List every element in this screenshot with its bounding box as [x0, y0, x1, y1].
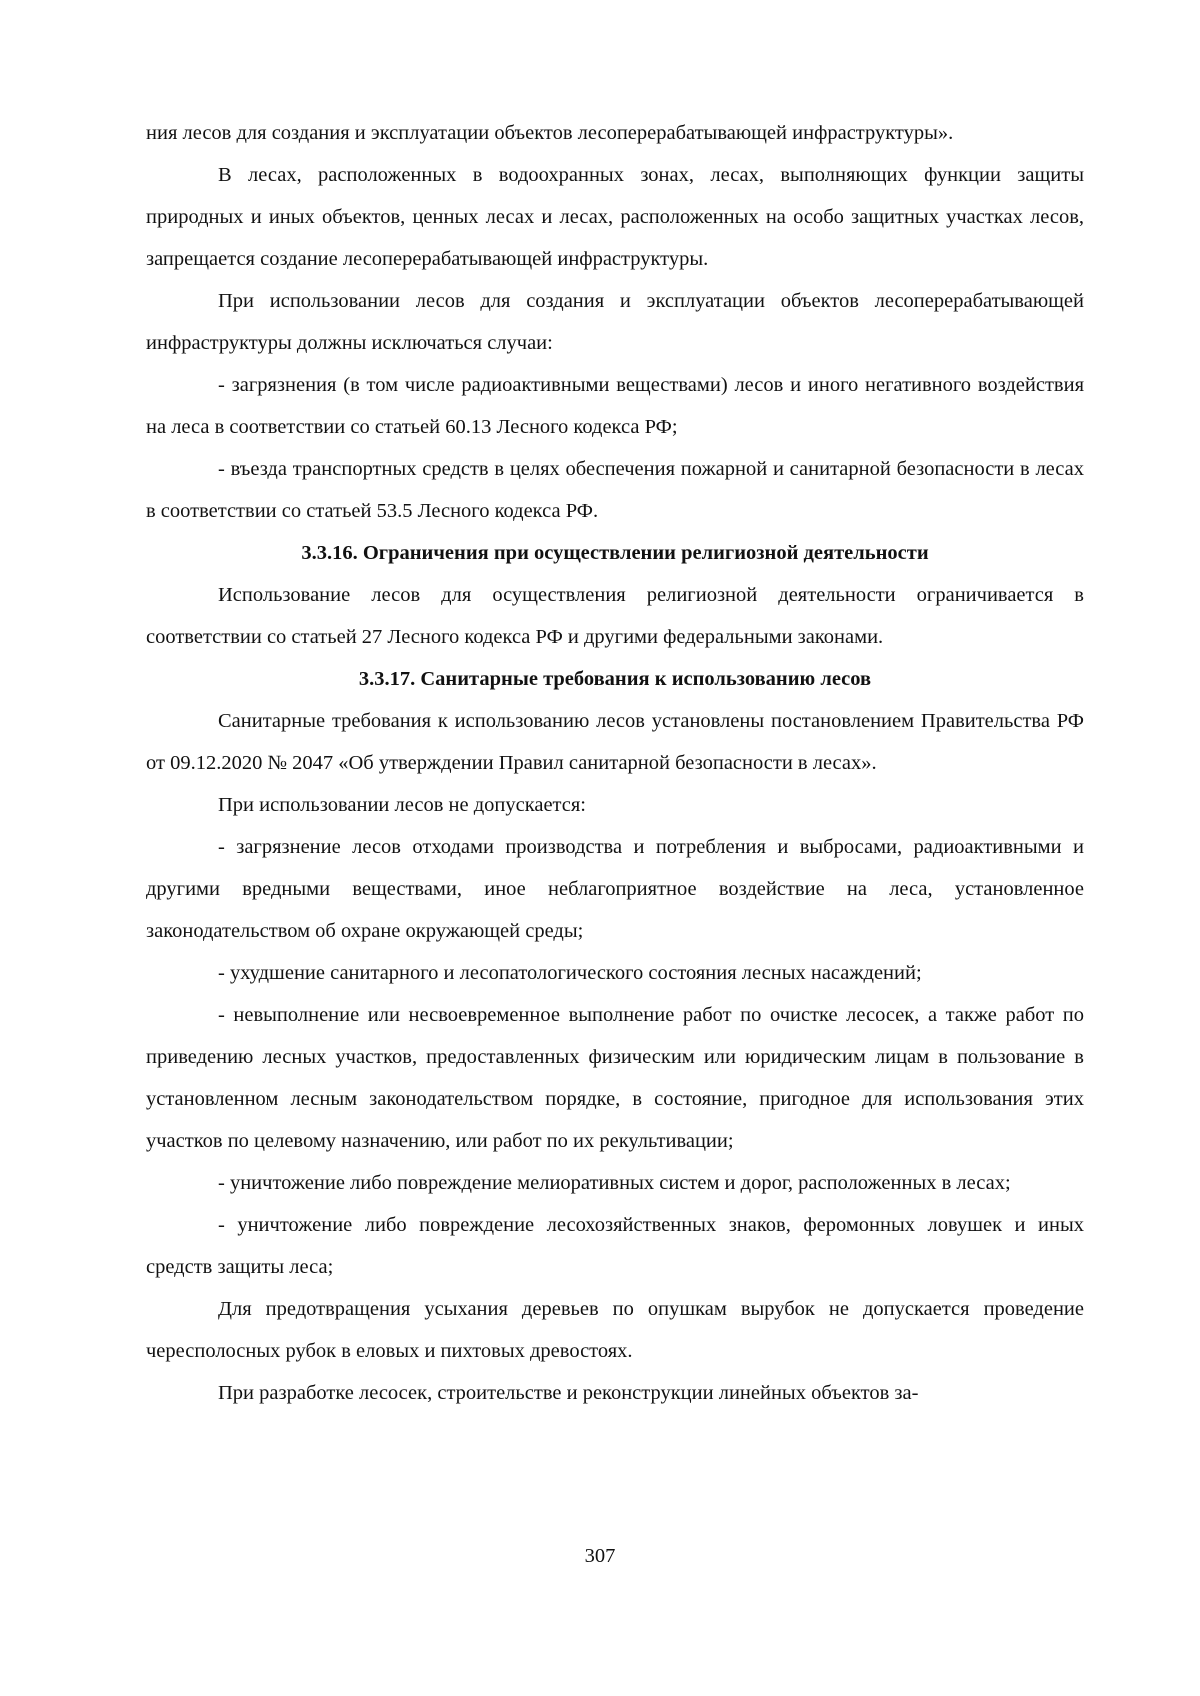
list-item-pollution: - загрязнения (в том числе радиоактивными веществами) лесов и иного негативного воздействия на леса в соответствии со статьей 60.13 Лесного кодекса РФ; — [146, 374, 1084, 438]
list-item-vehicle-entry: - въезда транспортных средств в целях обеспечения пожарной и санитарной безопасности в лесах в соответствии со статьей 53.5 Лесного кодекса РФ. — [146, 458, 1084, 522]
list-item-cleanup-failure: - невыполнение или несвоевременное выполнение работ по очистке лесосек, а также работ по приведению лесных участков, предоставленных физическим или юридическим лицам в пользование в установленном лесным законодательством порядке, в состояние, пригодное для использования этих участков по целевому назначению, или работ по их рекультивации; — [146, 1004, 1084, 1152]
paragraph-religious-activity: Использование лесов для осуществления религиозной деятельности ограничивается в соответствии со статьей 27 Лесного кодекса РФ и другими федеральными законами. — [146, 584, 1084, 648]
paragraph-continuation: ния лесов для создания и эксплуатации объектов лесоперерабатывающей инфраструктуры». — [146, 122, 954, 144]
paragraph-infrastructure-exclusions: При использовании лесов для создания и эксплуатации объектов лесоперерабатывающей инфраструктуры должны исключаться случаи: — [146, 290, 1084, 354]
section-heading-3-3-17: 3.3.17. Санитарные требования к использованию лесов — [358, 668, 872, 690]
page-body — [146, 112, 1084, 1414]
paragraph-sanitary-requirements: Санитарные требования к использованию лесов установлены постановлением Правительства РФ от 09.12.2020 № 2047 «Об утверждении Правил санитарной безопасности в лесах». — [146, 710, 1084, 774]
list-item-sanitary-deterioration: - ухудшение санитарного и лесопатологического состояния лесных насаждений; — [218, 962, 922, 984]
list-item-waste-pollution: - загрязнение лесов отходами производства и потребления и выбросами, радиоактивными и другими вредными веществами, иное неблагоприятное воздействие на леса, установленное законодательством об охране окружающей среды; — [146, 836, 1084, 942]
section-heading-3-3-16: 3.3.16. Ограничения при осуществлении религиозной деятельности — [301, 542, 929, 564]
paragraph-not-allowed-intro: При использовании лесов не допускается: — [218, 794, 586, 816]
list-item-drainage-damage: - уничтожение либо повреждение мелиоративных систем и дорог, расположенных в лесах; — [218, 1172, 1011, 1194]
paragraph-linear-objects: При разработке лесосек, строительстве и реконструкции линейных объектов за- — [218, 1382, 919, 1404]
paragraph-water-protection-zones: В лесах, расположенных в водоохранных зонах, лесах, выполняющих функции защиты природных и иных объектов, ценных лесах и лесах, расположенных на особо защитных участках лесов, запрещается создание лесоперерабатывающей инфраструктуры. — [146, 164, 1084, 270]
list-item-sign-damage: - уничтожение либо повреждение лесохозяйственных знаков, феромонных ловушек и иных средств защиты леса; — [146, 1214, 1084, 1278]
paragraph-edge-drying-prevention: Для предотвращения усыхания деревьев по опушкам вырубок не допускается проведение чересполосных рубок в еловых и пихтовых древостоях. — [146, 1298, 1084, 1362]
page-number: 307 — [584, 1545, 616, 1567]
